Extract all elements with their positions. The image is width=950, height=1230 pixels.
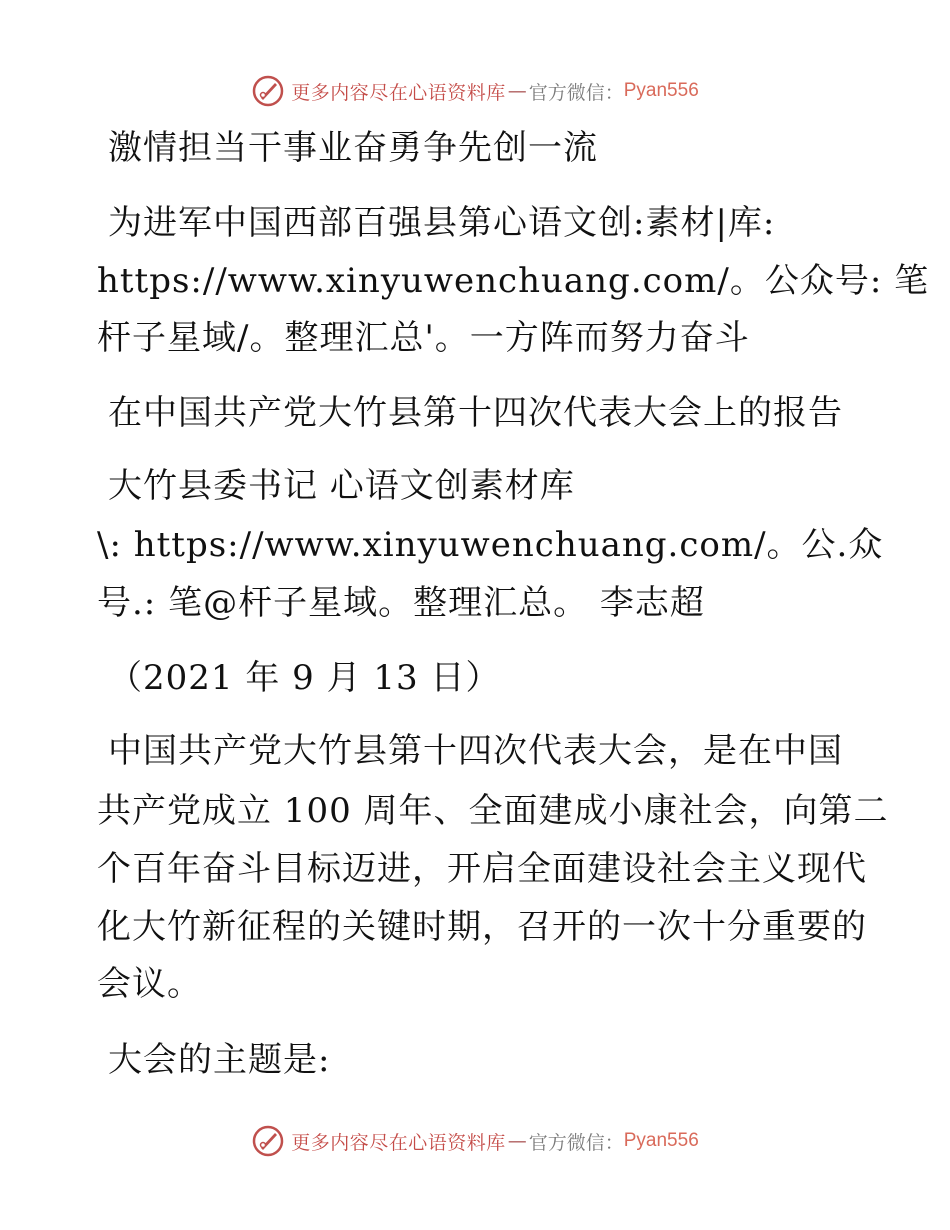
quill-logo-icon <box>251 74 285 108</box>
quill-logo-icon <box>251 1124 285 1158</box>
paragraph-1-line-2: 共产党成立 100 周年、全面建成小康社会，向第二 <box>97 791 889 831</box>
report-occasion: 在中国共产党大竹县第十四次代表大会上的报告 <box>108 393 843 433</box>
watermark-text: 更多内容尽在心语资料库 <box>291 81 506 104</box>
watermark-dash: — <box>507 1130 527 1152</box>
watermark-id: Pyan556 <box>623 80 699 101</box>
watermark-label: 官方微信： <box>528 1131 624 1154</box>
paragraph-1-line-5: 会议。 <box>97 964 202 1004</box>
author-line-2: \: https://www.xinyuwenchuang.com/。公.众 <box>97 525 884 565</box>
watermark-text: 更多内容尽在心语资料库 <box>291 1131 506 1154</box>
author-line-3: 号.: 笔@杆子星域。整理汇总。 李志超 <box>97 583 705 623</box>
paragraph-1-line-3: 个百年奋斗目标迈进，开启全面建设社会主义现代 <box>97 849 867 889</box>
document-title: 激情担当干事业奋勇争先创一流 <box>108 128 598 168</box>
author-line-1: 大竹县委书记 心语文创素材库 <box>108 466 575 506</box>
watermark-label: 官方微信： <box>528 81 624 104</box>
report-date: （2021 年 9 月 13 日） <box>108 658 501 698</box>
footer-watermark <box>0 1121 950 1161</box>
paragraph-1-line-1: 中国共产党大竹县第十四次代表大会，是在中国 <box>108 731 843 771</box>
watermark-dash: — <box>507 80 527 102</box>
subtitle-line-2: https://www.xinyuwenchuang.com/。公众号: 笔 <box>97 261 930 301</box>
paragraph-2-line-1: 大会的主题是: <box>108 1040 331 1080</box>
subtitle-line-3: 杆子星域/。整理汇总'。一方阵而努力奋斗 <box>97 318 750 358</box>
watermark-id: Pyan556 <box>623 1130 699 1151</box>
paragraph-1-line-4: 化大竹新征程的关键时期，召开的一次十分重要的 <box>97 907 867 947</box>
subtitle-line-1: 为进军中国西部百强县第心语文创:素材|库: <box>108 203 776 243</box>
header-watermark <box>0 71 950 111</box>
